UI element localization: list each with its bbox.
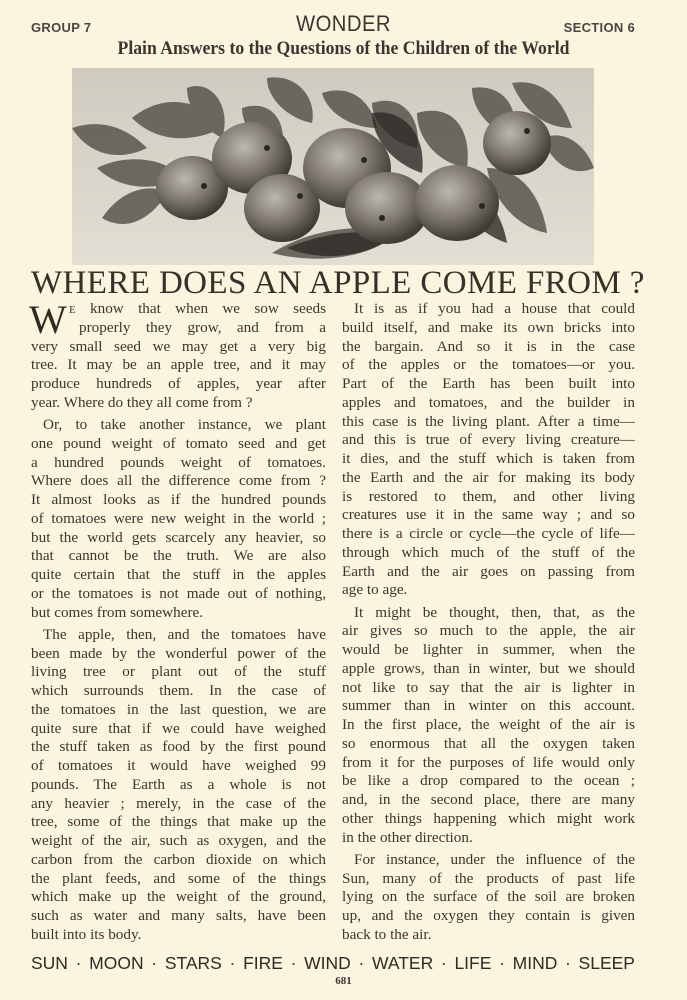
text-line: one pound weight of tomato seed and get: [31, 434, 326, 452]
text-line: age to age.: [342, 581, 408, 599]
text-line: apple grows, than in winter, but we should: [342, 659, 635, 677]
topic-separator: ·: [282, 953, 305, 973]
text-line: E know that when we sow seeds: [69, 300, 326, 317]
text-line: that cannot be the truth. We are also: [31, 547, 326, 565]
text-line: other things happening which might work: [342, 809, 635, 827]
header-section-label: SECTION 6: [563, 20, 635, 35]
text-line: the stuff taken as food by the first pound: [31, 738, 326, 756]
text-line: be like a drop compared to the ocean ;: [342, 772, 635, 790]
text-line: a hundred pounds weight of tomatoes.: [31, 453, 326, 471]
text-line: this case is the living plant. After a time—: [342, 412, 635, 430]
topic-separator: ·: [433, 953, 455, 973]
topic-separator: ·: [221, 953, 244, 973]
topic-moon: MOON: [89, 953, 144, 973]
paragraph: [342, 604, 635, 848]
text-line: Or, to take another instance, we plant: [43, 416, 326, 433]
text-line: It might be thought, then, that, as the: [354, 603, 635, 621]
text-line: Where does all the difference come from ?: [31, 472, 326, 490]
text-line: so enormous that all the oxygen taken: [342, 734, 635, 752]
text-line: but comes from somewhere.: [31, 603, 204, 621]
text-line: In the first place, the weight of the air is: [342, 716, 635, 733]
text-line: not like to say that the air is lighter in: [342, 678, 635, 696]
footer-topics: [31, 953, 635, 973]
left-column: [29, 297, 326, 945]
drop-cap: W: [29, 297, 67, 342]
text-line: the bargain. And so it is in the case: [342, 337, 635, 355]
paragraph: [31, 626, 326, 945]
text-line: It almost looks as if the hundred pounds: [31, 491, 326, 508]
text-line: any heavier ; merely, in the case of the: [31, 794, 326, 812]
text-line: such as water and many salts, have been: [31, 907, 326, 924]
topic-mind: MIND: [512, 953, 558, 973]
text-line: the tomatoes in the last question, we are: [31, 700, 326, 718]
text-line: lying on the surface of the soil are broken: [342, 888, 635, 906]
text-line: weight of the air, such as oxygen, and the: [31, 832, 326, 849]
paragraph: [29, 297, 326, 413]
topic-separator: ·: [557, 953, 579, 973]
text-line: back to the air.: [342, 925, 432, 943]
text-line: very small seed we may get a very big: [31, 337, 326, 355]
topic-sun: SUN: [31, 953, 68, 973]
text-line: properly they grow, and from a: [79, 318, 326, 336]
text-line: year. Where do they all come from ?: [31, 393, 253, 411]
small-caps-letter: E: [69, 304, 76, 316]
text-line: is restored to them, and other living: [342, 487, 635, 505]
paragraph: [342, 851, 635, 945]
topic-water: WATER: [372, 953, 434, 973]
text-line: build itself, and make its own bricks into: [342, 318, 635, 336]
text-line: been made by the wonderful power of the: [31, 644, 326, 662]
topic-separator: ·: [491, 953, 513, 973]
text-line: the plant feeds, and some of the things: [31, 869, 326, 887]
text-line: pounds. The Earth as a whole is not: [31, 775, 326, 793]
text-line: air gives so much to the apple, the air: [342, 622, 635, 640]
text-line: and this is true of every living creature—: [342, 431, 635, 449]
text-line: The apple, then, and the tomatoes have: [43, 625, 326, 643]
text-line: and, in the second place, there are many: [342, 791, 635, 808]
topic-life: LIFE: [454, 953, 492, 973]
text-line: quite sure that if we could have weighed: [31, 719, 326, 737]
text-line: or the tomatoes is not made out of nothing,: [31, 584, 326, 602]
text-line: built into its body.: [31, 925, 142, 943]
text-line: up, and the oxygen they contain is given: [342, 907, 635, 924]
text-line: the Earth and the air for making its body: [342, 468, 635, 486]
right-column: [342, 300, 635, 945]
paragraph: [342, 300, 635, 600]
apples-photo: [72, 68, 594, 265]
topic-wind: WIND: [304, 953, 351, 973]
topic-separator: ·: [350, 953, 372, 973]
topic-sleep: SLEEP: [578, 953, 635, 973]
article-title: WHERE DOES AN APPLE COME FROM ?: [31, 265, 645, 301]
text-line: carbon from the carbon dioxide on which: [31, 850, 326, 868]
text-line: apples and tomatoes, and the builder in: [342, 393, 635, 411]
text-line: it dies, and the stuff which is taken from: [342, 450, 635, 467]
text-line: of the apples or the tomatoes—or you.: [342, 356, 635, 374]
text-line: of tomatoes were new weight in the world ;: [31, 509, 326, 527]
text-line: but the world gets scarcely any heavier, so: [31, 528, 326, 546]
text-line: It is as if you had a house that could: [354, 300, 635, 317]
topic-separator: ·: [143, 953, 165, 973]
text-line: there is a circle or cycle—the cycle of life—: [342, 525, 635, 542]
topic-stars: STARS: [164, 953, 222, 973]
text-line: Earth and the air goes on passing from: [342, 562, 635, 580]
text-line: Sun, many of the products of past life: [342, 869, 635, 887]
book-title: WONDER: [296, 11, 391, 36]
paragraph: [31, 416, 326, 622]
text-line: of tomatoes it would have weighed 99: [31, 757, 326, 774]
page-number: 681: [335, 975, 352, 987]
header-group-label: GROUP 7: [31, 20, 92, 35]
text-line: tree, some of the things that make up the: [31, 813, 326, 831]
text-line: from it for the purposes of life would only: [342, 753, 635, 771]
text-line: creatures use it in the same way ; and so: [342, 506, 635, 524]
text-line: produce hundreds of apples, year after: [31, 375, 326, 392]
text-line: Part of the Earth has been built into: [342, 375, 635, 392]
book-subtitle: Plain Answers to the Questions of the Children of the World: [117, 38, 570, 59]
text-line: in the other direction.: [342, 828, 473, 846]
text-line: through which much of the stuff of the: [342, 543, 635, 561]
topic-separator: ·: [67, 953, 90, 973]
topic-fire: FIRE: [243, 953, 283, 973]
text-line: which make up the weight of the ground,: [31, 888, 326, 906]
text-line: quite certain that the stuff in the apples: [31, 566, 326, 583]
text-line: summer than in winter on this account.: [342, 697, 635, 715]
text-line: tree. It may be an apple tree, and it may: [31, 356, 326, 374]
text-line: which surrounds them. In the case of: [31, 682, 326, 699]
text-line: living tree or plant out of the stuff: [31, 663, 326, 681]
text-line: would be lighter in summer, when the: [342, 641, 635, 658]
text-line: For instance, under the influence of the: [354, 850, 635, 868]
